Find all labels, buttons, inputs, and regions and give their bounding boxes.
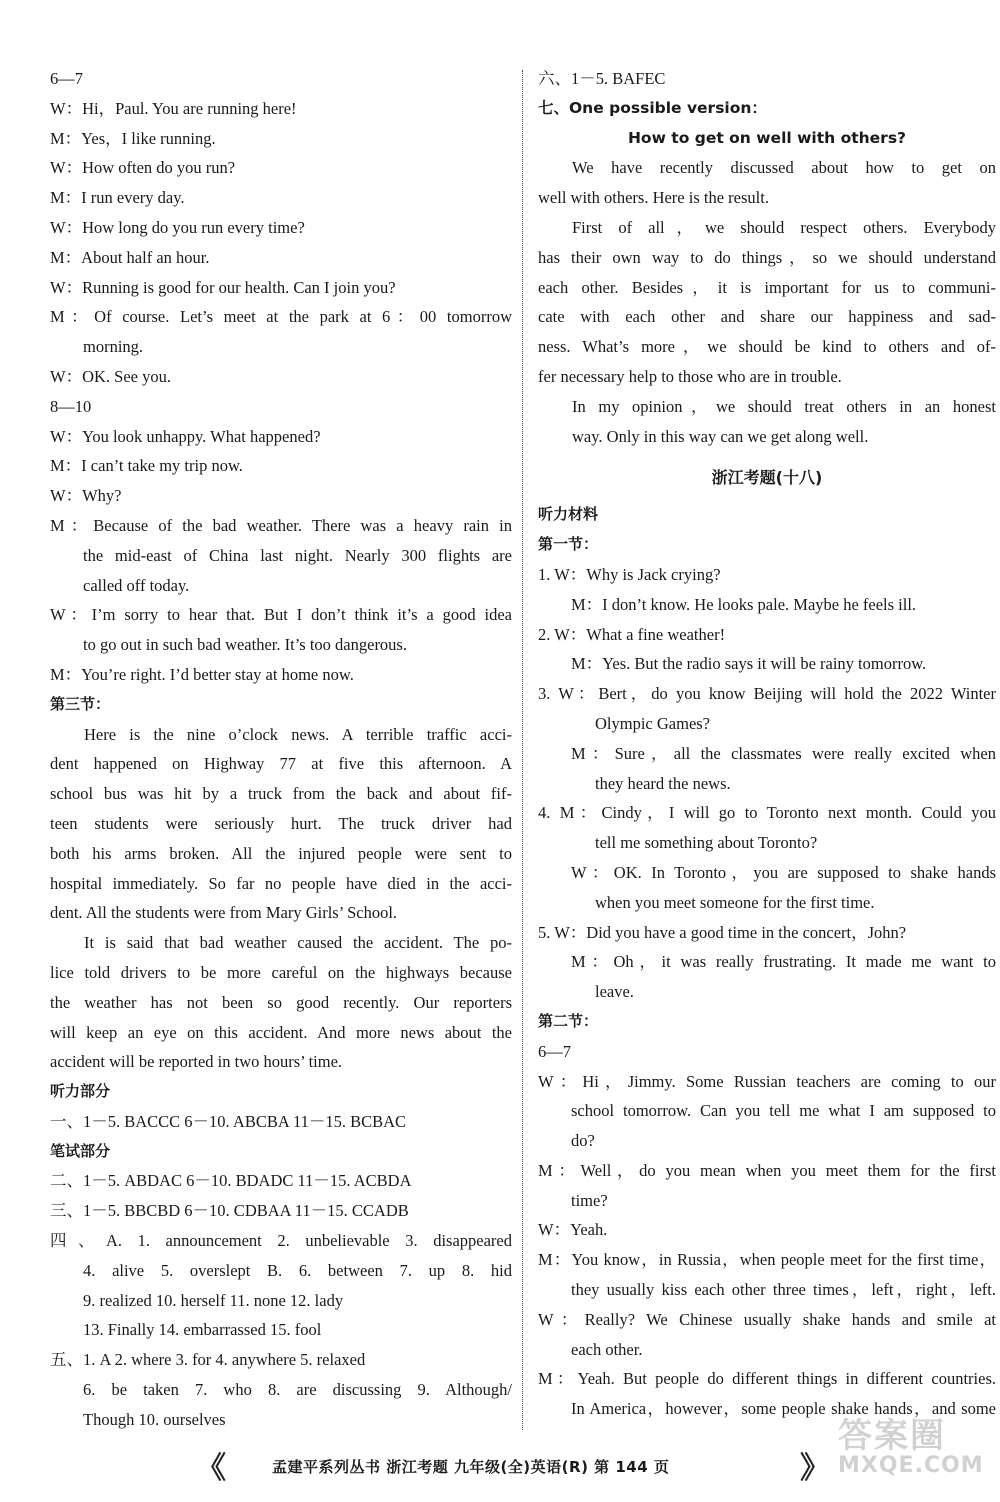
text-line: time? (571, 1190, 608, 1210)
text-line: has their own way to do things，so we should understand (538, 247, 996, 267)
section-heading: 浙江考题(十八) (711, 468, 823, 488)
text-line: M：You know，in Russia，when people meet for the first time， (538, 1250, 996, 1270)
text-line: W：Yeah. (538, 1220, 608, 1240)
listening-material-section (538, 500, 996, 1424)
text-line: the mid-east of China last night. Nearly 300 flights are (83, 545, 512, 565)
text-line: well with others. Here is the result. (538, 188, 769, 208)
text-line: 一、1－5. BACCC 6－10. ABCBA 11－15. BCBAC (50, 1111, 407, 1131)
text-line: 8—10 (50, 396, 92, 416)
text-line: 3. W：Bert，do you know Beijing will hold the 2022 Winter (538, 684, 996, 704)
text-line: do? (571, 1131, 595, 1151)
text-line: 6. be taken 7. who 8. are discussing 9. Although/ (83, 1380, 512, 1400)
text-line: M：Oh，it was really frustrating. It made me want to (571, 952, 996, 972)
text-line: M：Of course. Let’s meet at the park at 6：00 tomorrow (50, 307, 512, 327)
text-line: 笔试部分 (50, 1141, 111, 1160)
column-divider (522, 70, 523, 1430)
text-line: M：Yeah. But people do different things in different countries. (538, 1369, 996, 1389)
text-line: W：You look unhappy. What happened? (50, 426, 321, 446)
text-line: In America，however，some people shake hands，and some (571, 1399, 996, 1419)
text-line: 6—7 (538, 1041, 571, 1061)
text-line: 1. W：Why is Jack crying? (538, 564, 721, 584)
text-line: M：I don’t know. He looks pale. Maybe he feels ill. (571, 594, 917, 614)
text-line: the weather has not been so good recently. Our reporters (50, 992, 512, 1012)
text-line: Olympic Games? (595, 713, 711, 733)
prev-arrow-icon: 《 (196, 1451, 226, 1486)
text-line: 二、1－5. ABDAC 6－10. BDADC 11－15. ACBDA (50, 1171, 412, 1191)
text-line: 第三节： (50, 694, 111, 713)
text-line: How to get on well with others? (627, 128, 907, 147)
text-line: 七、One possible version： (538, 98, 767, 117)
text-line: both his arms broken. All the injured people were sent to (50, 843, 512, 863)
text-line: 9. realized 10. herself 11. none 12. lady (83, 1290, 344, 1310)
text-line: M：I run every day. (50, 188, 185, 208)
text-line: 6—7 (50, 69, 83, 88)
text-line: M：Well，do you mean when you meet them for the first (538, 1160, 996, 1180)
text-line: W：Running is good for our health. Can I join you? (50, 277, 396, 297)
text-line: 4. M：Cindy，I will go to Toronto next month. Could you (538, 803, 996, 823)
text-line: leave. (595, 982, 634, 1002)
text-line: 第一节： (538, 535, 599, 554)
text-line: each other. (571, 1339, 643, 1359)
text-line: W：Hi，Jimmy. Some Russian teachers are coming to our (538, 1071, 996, 1091)
text-line: M：Because of the bad weather. There was a heavy rain in (50, 515, 512, 535)
text-line: M：Sure，all the classmates were really excited when (571, 743, 996, 763)
right-column (538, 64, 996, 1424)
text-line: lice told drivers to be more careful on the highways because (50, 962, 512, 982)
text-line: W：How often do you run? (50, 158, 236, 178)
text-line: to go out in such bad weather. It’s too dangerous. (83, 635, 407, 655)
text-line: will keep an eye on this accident. And more news about the (50, 1022, 512, 1042)
essay-section (538, 64, 996, 451)
text-line: way. Only in this way can we get along well. (572, 426, 869, 446)
text-line: W：I’m sorry to hear that. But I don’t think it’s a good idea (50, 605, 512, 625)
text-line: they heard the news. (595, 773, 731, 793)
text-line: Though 10. ourselves (83, 1409, 226, 1429)
text-line: 2. W：What a fine weather! (538, 624, 726, 644)
text-line: W：Really? We Chinese usually shake hands and smile at (538, 1309, 996, 1329)
text-line: dent. All the students were from Mary Girls’ School. (50, 903, 398, 923)
text-line: M：You’re right. I’d better stay at home now. (50, 664, 354, 684)
text-line: M：About half an hour. (50, 247, 210, 267)
next-arrow-icon: 》 (800, 1451, 830, 1486)
text-line: accident will be reported in two hours’ time. (50, 1052, 343, 1072)
text-line: fer necessary help to those who are in trouble. (538, 366, 842, 386)
left-column (50, 64, 512, 1435)
text-line: 5. W：Did you have a good time in the concert，John? (538, 922, 907, 942)
text-line: W：Hi，Paul. You are running here! (50, 98, 297, 118)
text-line: W：Why? (50, 486, 122, 506)
text-line: cate with each other and share our happiness and sad- (538, 307, 996, 327)
text-line: morning. (83, 337, 144, 357)
text-line: 4. alive 5. overslept B. 6. between 7. up 8. hid (83, 1260, 512, 1280)
text-line: called off today. (83, 575, 190, 595)
text-line: school bus was hit by a truck from the back and about fif- (50, 784, 512, 804)
text-line: each other. Besides，it is important for us to communi- (538, 277, 996, 297)
text-line: M：Yes. But the radio says it will be rainy tomorrow. (571, 654, 927, 674)
text-line: 五、1. A 2. where 3. for 4. anywhere 5. relaxed (50, 1350, 366, 1370)
text-line: W：How long do you run every time? (50, 217, 305, 237)
text-line: tell me something about Toronto? (595, 833, 818, 853)
text-line: W：OK. See you. (50, 366, 171, 386)
text-line: hospital immediately. So far no people have died in the acci- (50, 873, 512, 893)
text-line: school tomorrow. Can you tell me what I am supposed to (571, 1101, 996, 1121)
text-line: First of all，we should respect others. Everybody (572, 217, 996, 237)
text-line: M：Yes，I like running. (50, 128, 216, 148)
text-line: 第二节： (538, 1011, 599, 1030)
text-line: ness. What’s more，we should be kind to others and of- (538, 337, 996, 357)
text-line: they usually kiss each other three times，left，right，left. (571, 1280, 996, 1300)
text-line: M：I can’t take my trip now. (50, 456, 243, 476)
text-line: 听力部分 (50, 1082, 111, 1101)
text-line: when you meet someone for the first time. (595, 892, 875, 912)
footer-text: 孟建平系列丛书 浙江考题 九年级(全)英语(R) 第 144 页 (272, 1458, 670, 1476)
text-line: 三、1－5. BBCBD 6－10. CDBAA 11－15. CCADB (50, 1201, 409, 1221)
watermark-logo: 答案圈 MXQE.COM (838, 1416, 984, 1478)
text-line: 13. Finally 14. embarrassed 15. fool (83, 1320, 322, 1340)
text-line: It is said that bad weather caused the accident. The po- (84, 933, 512, 953)
text-line: We have recently discussed about how to get on (572, 158, 996, 178)
text-line: 六、1－5. BAFEC (538, 69, 666, 88)
text-line: Here is the nine o’clock news. A terrible traffic acci- (84, 724, 512, 744)
text-line: W：OK. In Toronto，you are supposed to shake hands (571, 862, 996, 882)
text-line: dent happened on Highway 77 at five this afternoon. A (50, 754, 512, 774)
text-line: 四、A. 1. announcement 2. unbelievable 3. disappeared (50, 1231, 512, 1251)
text-line: In my opinion，we should treat others in an honest (572, 396, 996, 416)
text-line: teen students were seriously hurt. The truck driver had (50, 813, 512, 833)
text-line: 听力材料 (538, 505, 599, 524)
